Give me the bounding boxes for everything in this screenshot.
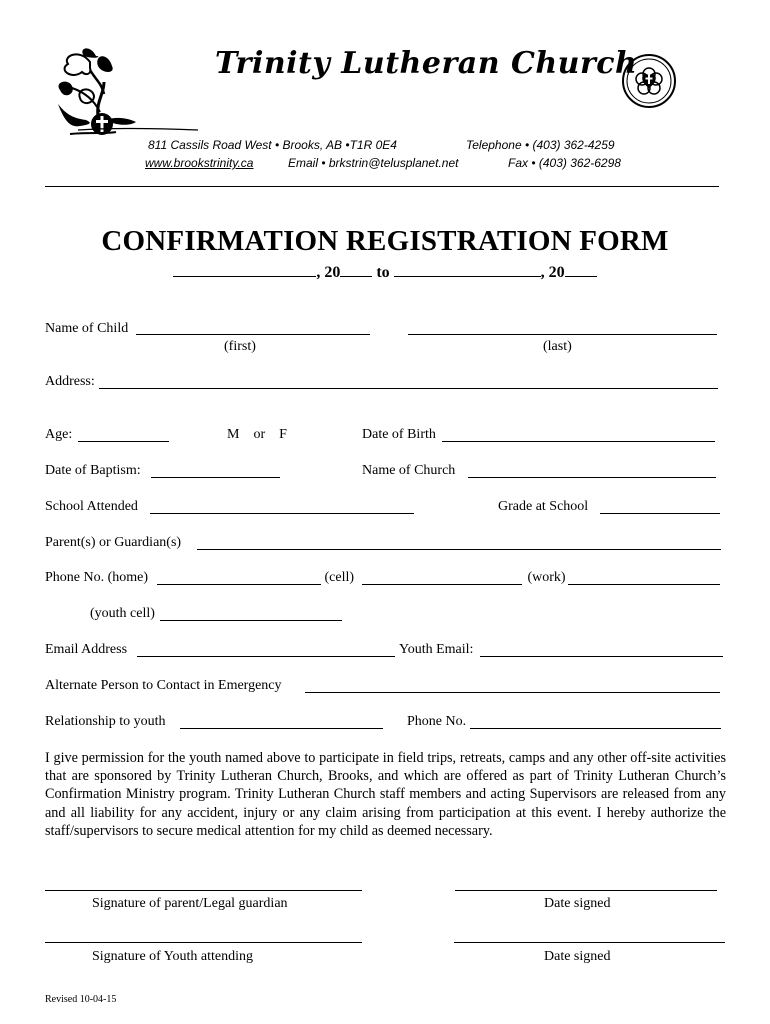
name-of-church-label: Name of Church	[362, 463, 456, 478]
parent-signature-field[interactable]	[45, 890, 362, 891]
first-name-field[interactable]	[136, 334, 370, 335]
alternate-contact-field[interactable]	[305, 692, 720, 693]
phone-work-label: (work)	[524, 570, 566, 585]
period-end-blank[interactable]	[394, 264, 541, 277]
date-of-baptism-label: Date of Baptism:	[45, 463, 141, 478]
luther-rose-seal	[620, 48, 678, 114]
youth-cell-label: (youth cell)	[90, 606, 155, 621]
parent-signature-caption: Signature of parent/Legal guardian	[92, 896, 288, 911]
luther-rose-icon	[620, 48, 678, 114]
last-name-field[interactable]	[408, 334, 717, 335]
period-to: to	[372, 264, 394, 281]
sex-options[interactable]: M or F	[227, 427, 287, 442]
date-signed-caption-1: Date signed	[544, 896, 611, 911]
church-fax: Fax • (403) 362-6298	[508, 156, 621, 170]
first-caption: (first)	[224, 339, 256, 354]
date-of-birth-label: Date of Birth	[362, 427, 436, 442]
phone-home-field[interactable]	[157, 584, 321, 585]
permission-paragraph: I give permission for the youth named above to participate in field trips, retreats, camps and any other off-site activities that are sponsored by Trinity Lutheran Church, Brooks, and which are offered as part of Trinity Lutheran Church’s Confirmation Ministry program. Trinity Lutheran Church staff members and acting Supervisors are released from any and all liability for any accident, injury or any claim arising from participation at this event. I hereby authorize the staff/supervisors to secure medical attention for my child as deemed necessary.	[45, 750, 726, 839]
church-address: 811 Cassils Road West • Brooks, AB •T1R 0E4	[148, 138, 397, 152]
church-name: Trinity Lutheran Church	[215, 46, 638, 81]
youth-signature-caption: Signature of Youth attending	[92, 949, 253, 964]
parents-field[interactable]	[197, 549, 721, 550]
email-address-label: Email Address	[45, 642, 128, 657]
phone-home-label: Phone No. (home)	[45, 570, 149, 585]
header-divider	[45, 186, 719, 187]
name-of-child-label: Name of Child	[45, 321, 129, 336]
youth-email-label: Youth Email:	[396, 642, 474, 657]
grade-at-school-label: Grade at School	[498, 499, 589, 514]
leaf-cross-icon	[50, 42, 200, 142]
school-attended-label: School Attended	[45, 499, 138, 514]
youth-cell-field[interactable]	[160, 620, 342, 621]
phone-no-field[interactable]	[470, 728, 721, 729]
phone-cell-label: (cell)	[321, 570, 355, 585]
date-of-baptism-field[interactable]	[151, 477, 280, 478]
youth-email-field[interactable]	[480, 656, 723, 657]
age-label: Age:	[45, 427, 73, 442]
grade-at-school-field[interactable]	[600, 513, 720, 514]
church-telephone: Telephone • (403) 362-4259	[466, 138, 615, 152]
phone-cell-field[interactable]	[362, 584, 522, 585]
church-email-text[interactable]: Email • brkstrin@telusplanet.net	[288, 156, 459, 170]
address-field[interactable]	[99, 388, 718, 389]
phone-no-label: Phone No.	[407, 714, 467, 729]
period-end-year-blank[interactable]	[565, 264, 597, 277]
program-period	[0, 264, 770, 282]
phone-work-field[interactable]	[568, 584, 720, 585]
period-comma-20-a: , 20	[316, 264, 341, 281]
youth-signature-field[interactable]	[45, 942, 362, 943]
revision-note: Revised 10-04-15	[45, 994, 117, 1005]
church-email	[288, 156, 458, 170]
church-website-link[interactable]: www.brookstrinity.ca	[145, 156, 254, 170]
date-of-birth-field[interactable]	[442, 441, 715, 442]
name-of-church-field[interactable]	[468, 477, 716, 478]
period-start-year-blank[interactable]	[340, 264, 372, 277]
youth-date-field[interactable]	[454, 942, 725, 943]
church-logo	[50, 42, 200, 142]
date-signed-caption-2: Date signed	[544, 949, 611, 964]
period-start-blank[interactable]	[173, 264, 316, 277]
relationship-field[interactable]	[180, 728, 383, 729]
parents-label: Parent(s) or Guardian(s)	[45, 535, 182, 550]
period-comma-20-b: , 20	[540, 264, 565, 281]
age-field[interactable]	[78, 441, 169, 442]
form-title: CONFIRMATION REGISTRATION FORM	[101, 225, 669, 257]
relationship-label: Relationship to youth	[45, 714, 166, 729]
parent-date-field[interactable]	[455, 890, 717, 891]
address-label: Address:	[45, 374, 95, 389]
last-caption: (last)	[543, 339, 572, 354]
school-attended-field[interactable]	[150, 513, 414, 514]
alternate-contact-label: Alternate Person to Contact in Emergency	[45, 678, 282, 693]
email-address-field[interactable]	[137, 656, 395, 657]
